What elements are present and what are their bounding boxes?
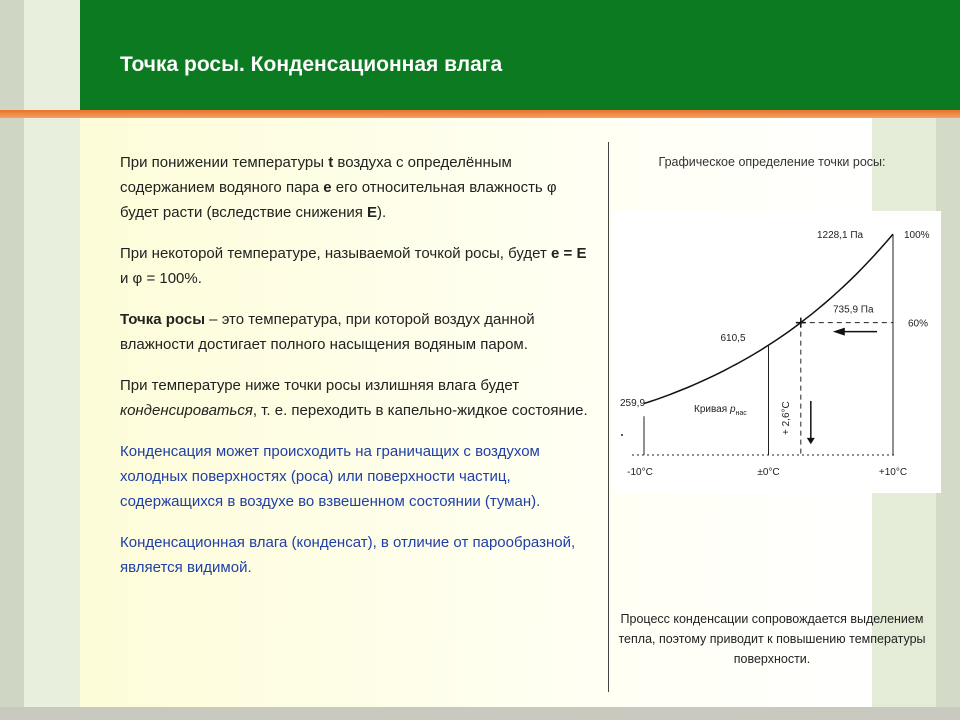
dew-point-chart <box>614 211 941 493</box>
curve-label: Кривая $p_{нас}$ <box>694 403 747 417</box>
paragraph-condensation: При температуре ниже точки росы излишняя влага будет конденсироваться, т. е. переходить в капельно-жидкое состояние. <box>120 377 588 419</box>
bottom-strip <box>0 707 960 720</box>
figure-caption-top: Графическое определение точки росы: <box>658 155 886 169</box>
paragraph-dew-point-definition: Точка росы – это температура, при которой воздух данной влажности достигает полного насыщения водяным паром. <box>120 311 535 353</box>
point-label-1228-1: 1228,1 Па <box>817 230 864 241</box>
paragraph-humidity-rise: При понижении температуры t воздуха с определённым содержанием водяного пара e его относительная влажность φ будет расти (вследствие снижения E). <box>120 154 557 221</box>
x-tick-plus10: +10°C <box>878 467 908 478</box>
point-label-735-9: 735,9 Па <box>833 304 874 316</box>
text-column <box>120 150 598 596</box>
rh-100-label: 100% <box>904 230 930 241</box>
axis-start-mark <box>621 434 623 436</box>
accent-line <box>0 110 960 118</box>
paragraph-condensation-surfaces: Конденсация может происходить на граничащих с воздухом холодных поверхностях (роса) или поверхности частиц, содержащихся в воздухе во взвешенном состоянии (туман). <box>120 443 541 510</box>
slide-title: Точка росы. Конденсационная влага <box>120 53 503 76</box>
chart-svg <box>614 211 941 493</box>
x-tick-zero: ±0°C <box>757 467 780 478</box>
left-margin-band <box>24 0 80 720</box>
paragraph-dew-point-condition: При некоторой температуре, называемой точкой росы, будет e = E и φ = 100%. <box>120 245 587 287</box>
cooling-arrow-head <box>833 328 845 336</box>
dew-point-shift-label: + 2,6°C <box>780 401 792 435</box>
phi-symbol: φ <box>546 179 557 196</box>
left-edge-strip <box>0 0 24 720</box>
column-divider <box>608 142 609 692</box>
phi-symbol: φ <box>132 270 143 287</box>
point-label-259-9: 259,9 <box>620 398 646 410</box>
rh-60-label: 60% <box>908 318 929 330</box>
x-tick-minus10: -10°C <box>627 467 653 478</box>
temperature-drop-arrow-head <box>807 438 815 444</box>
point-label-610-5: 610,5 <box>720 333 746 345</box>
figure-caption-bottom: Процесс конденсации сопровождается выделением тепла, поэтому приводит к повышению температуры поверхности. <box>618 612 926 666</box>
paragraph-condensate-visible: Конденсационная влага (конденсат), в отличие от парообразной, является видимой. <box>120 534 576 576</box>
